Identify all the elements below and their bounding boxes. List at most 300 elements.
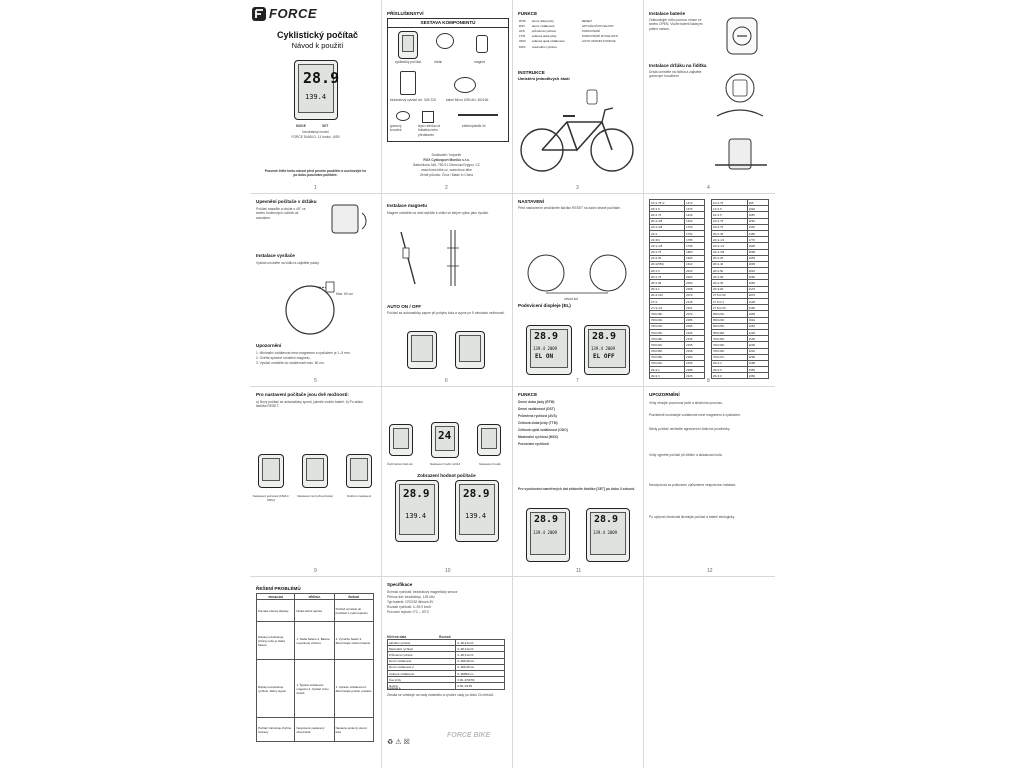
table-cell: 2005 (747, 261, 768, 267)
spec-line: Provozní teplota: 0°C – 50°C (387, 610, 430, 614)
max-distance-label: Max. 60 cm (336, 292, 354, 296)
table-cell: 14×1.5 (712, 206, 748, 212)
table-cell: 2070 (685, 311, 705, 317)
function-item: Celková doba jízdy (TTM) (518, 421, 558, 425)
lcd-backlight-off (584, 325, 630, 375)
table-cell: 2326 (685, 373, 705, 379)
table-cell: Denní vzdálenost (388, 658, 456, 664)
table-cell: 24×3/4 (650, 237, 685, 243)
table-cell: 26×1.95 (650, 280, 685, 286)
lcd-display-b (455, 480, 499, 542)
country-of-origin: Země původu: Čína / Made in China (420, 173, 473, 177)
specs-heading: Specifikace (387, 582, 413, 587)
table-cell: 1944 (747, 317, 768, 323)
component-label: magnet (474, 60, 485, 64)
table-cell: 26×1.40 (712, 261, 748, 267)
handlebar-text: Držák umístěte na řidítka a zajistěte gumovým kroužkem. (649, 70, 702, 79)
table-cell: 1795 (685, 243, 705, 249)
table-cell: 2288 (685, 367, 705, 373)
table-cell: 2350 (747, 367, 768, 373)
table-cell: 1938 (747, 311, 768, 317)
table-cell: 2010 (747, 268, 768, 274)
page-number: 2 (445, 185, 448, 191)
table-cell: 26×1.75 (650, 274, 685, 280)
auto-onoff-text: Počítač se automaticky zapne při pohybu kola a vypne po 5 minutách nečinnosti. (387, 311, 505, 315)
lcd-speed: 28.9 (463, 487, 490, 500)
auto-onoff-heading: AUTO ON / OFF (387, 304, 422, 309)
cover-title: Cyklistický počítač (276, 30, 359, 40)
backlight-heading: Podsvícení displeje (EL) (518, 303, 571, 308)
warning-paragraph: Vždy věnujte pozornost jízdě a silničnímu provozu. (649, 401, 724, 405)
time-setting-page (250, 386, 381, 576)
warning-item: 2. Ověřte správné umístění magnetu. (256, 356, 311, 360)
page-number: 12 (707, 568, 713, 574)
table-cell: 2070 (685, 292, 705, 298)
table-cell: 700×38C (650, 354, 685, 360)
table-cell: 0–99,9 km/h (456, 652, 505, 658)
transmitter-text: Vysílač umístěte na vidlici a zajistěte pásky. (256, 261, 320, 265)
handlebar-heading: Instalace držáku na řidítka (649, 63, 707, 68)
magnet-page (381, 193, 512, 386)
lcd-reset-after (586, 508, 630, 562)
table-cell: 20×1.35 (712, 230, 748, 236)
table-cell: 0–99999 km (456, 670, 505, 676)
sensor-icon (400, 71, 416, 95)
function-item: Celková ujetá vzdálenost (ODO) (518, 428, 568, 432)
component-label: lepicí stěrka na fotbalka nebo představec (418, 124, 441, 137)
table-cell: 26×1.25 (712, 255, 748, 261)
table-cell: 2096 (685, 323, 705, 329)
table-cell: 26×1.5 (650, 268, 685, 274)
table-row: MXS maximální rychlost (519, 44, 557, 49)
table-cell: 27.5×2.25 (712, 305, 748, 311)
table-cell: 2068 (747, 249, 768, 255)
table-cell: 1890 (685, 249, 705, 255)
table-cell: 1913 (685, 261, 705, 267)
transmitter-heading: Instalace vysílače (256, 253, 295, 258)
bracket-illustration (322, 201, 372, 241)
warning-paragraph: Nikdy počítač nečistěte agresivními čisticími prostředky. (649, 427, 731, 431)
table-cell: 16×1.5 (712, 212, 748, 218)
cover-page (250, 0, 381, 193)
brand-logo (252, 6, 344, 22)
table-cell: 2136 (685, 336, 705, 342)
magnet-heading: Instalace magnetu (387, 203, 428, 208)
lcd-readout: 139.4 (465, 512, 487, 520)
lcd-display-a (395, 480, 439, 542)
lcd-backlight-on (526, 325, 572, 375)
component-label: držák (434, 60, 443, 64)
lcd-readout: 139.4 2009 (591, 346, 616, 351)
table-cell: 2180 (685, 354, 705, 360)
accessories-heading: PŘÍSLUŠENSTVÍ (387, 11, 424, 16)
table-row: Displej nezobrazuje rychlost, žádný signál 1. Špatná vzdálenost magnetu 2. Vysílač mimo dosah 1. Upravte vzdálenost 2. Zkontrolujte polohu vysílače (257, 660, 374, 718)
table-cell: 650×25C (712, 323, 748, 329)
table-row: Pomalá odezva displeje Nízká okolní teplota Počítač umístěte do prostředí s vyšší teplotou. (257, 600, 374, 622)
page-number: 9 (314, 568, 317, 574)
column-header: PŘÍČINA (295, 594, 334, 600)
table-cell: 12×1.75 (712, 200, 748, 206)
manual-sheet (250, 0, 775, 768)
sensor-page (250, 193, 381, 386)
importer-company: ROX Cyklosport Moniko s.r.o. (423, 158, 470, 162)
specifications-page (381, 576, 512, 768)
spec-line: Snímač rychlosti: bezdrátový magnetický senzor (387, 590, 458, 594)
table-cell: 27.5×2.1 (712, 299, 748, 305)
table-row: RTM denní doba jízdy RESET (519, 18, 593, 23)
table-cell: 650×20C (712, 311, 748, 317)
table-cell: 2050 (747, 274, 768, 280)
set-button-label: SET (322, 124, 329, 128)
lcd-screen (530, 512, 566, 555)
function-item: Denní doba jízdy (RTM) (518, 400, 555, 404)
page-number: 4 (707, 185, 710, 191)
handlebar-mount-illustration (715, 60, 765, 130)
warning-heading: Upozornění (256, 343, 282, 348)
warning-paragraph: Neodpovídá za poškození způsobené nesprávnou instalací. (649, 483, 737, 487)
table-cell: 2268 (747, 354, 768, 360)
wheel-size-table (649, 199, 705, 379)
table-cell: 700×32C (650, 342, 685, 348)
bicycle-illustration (517, 88, 637, 183)
table-cell: 700×35C (650, 348, 685, 354)
table-cell: Celková vzdálenost (388, 670, 456, 676)
bracket-text: Počítač nasaďte a otočte o 45° ve směru hodinových ručiček až zacvakne. (256, 207, 306, 220)
table-row: ODO celková ujetá vzdálenost AUTO ON/OFF FUNKCE (519, 39, 616, 44)
lcd-screen (435, 426, 455, 451)
lcd-readout: 139.4 2009 (593, 530, 618, 535)
table-cell: 27.5×1.50 (712, 292, 748, 298)
table-cell: 2168 (685, 348, 705, 354)
lcd-step (258, 454, 284, 488)
time-setting-heading: Pro nastavení počítače jsou dvě možnosti: (256, 392, 349, 397)
table-cell: 2146 (747, 336, 768, 342)
lcd-readout: 139.4 2009 (533, 530, 558, 535)
table-cell: 2298 (747, 360, 768, 366)
functions-table (518, 18, 636, 49)
page-number: 10 (445, 568, 451, 574)
lcd-speed: 28.9 (403, 487, 430, 500)
table-row: AVS průměrná rychlost POROVNÁNÍ (519, 28, 601, 33)
lcd-speed: 28.9 (534, 514, 559, 525)
table-cell: 1700 (685, 224, 705, 230)
step-label: Nastavení kol (obvod kola) (297, 494, 333, 498)
lcd-screen (459, 484, 495, 535)
table-cell: 0:00–9:59:59 (456, 677, 505, 683)
wheel-circumference-illustration (522, 251, 632, 297)
footer-logo: FORCE BIKE (447, 732, 491, 739)
table-cell: 650×38A (712, 329, 748, 335)
table-cell: 1420 (685, 212, 705, 218)
table-cell: Maximální rychlost (388, 646, 456, 652)
lcd-clock-value: 24 (438, 429, 452, 442)
cover-notice: Pozorně čtěte tento návod před prvním použitím a uschovejte ho po dobu používání počítače. (264, 169, 367, 178)
importer-address: Bartočkova 346, 783 01 Olomouc/Grygov, CZ (413, 163, 480, 167)
table-cell: 26×2.1 (650, 286, 685, 292)
table-cell: 1185 (747, 212, 768, 218)
table-cell: 29×2.1 (650, 367, 685, 373)
table-cell: 16×1.75 (712, 218, 748, 224)
table-cell: 2105 (685, 329, 705, 335)
sticker-icon (422, 111, 434, 123)
table-cell: 2083 (747, 280, 768, 286)
table-cell: 1952 (747, 323, 768, 329)
table-cell: Průměrná rychlost (388, 652, 456, 658)
lcd-reset-before (526, 508, 570, 562)
warnings-page (643, 386, 775, 576)
table-cell: 24×1-1/8 (650, 243, 685, 249)
lcd-screen (399, 484, 435, 535)
table-cell: 2235 (685, 360, 705, 366)
table-cell: 20×1-3/8 (650, 218, 685, 224)
usb-cable-icon (454, 77, 476, 93)
table-cell: 1340 (747, 224, 768, 230)
components-box-title: SESTAVA KOMPONENTŮ (388, 19, 508, 28)
model-line-1: bezdrátový model (302, 130, 329, 134)
table-cell: 2125 (747, 329, 768, 335)
table-cell: 2155 (685, 342, 705, 348)
table-cell: 2023 (685, 274, 705, 280)
computer-on-image (455, 331, 485, 369)
table-cell: 18×1.75 (712, 224, 748, 230)
table-cell: 2200 (747, 342, 768, 348)
step-label: Nastavení jednotek (KM/H / MPH) (252, 494, 290, 502)
battery-cover-illustration (723, 14, 763, 58)
specs-table (387, 639, 505, 690)
table-cell: 22×1-3/8 (650, 224, 685, 230)
circumference-label: obvod kol (564, 297, 579, 301)
functions-detail-heading: FUNKCE (518, 392, 538, 397)
mount-icon (436, 33, 454, 49)
table-cell: 0–999,99 km (456, 664, 505, 670)
functions-detail-page (512, 386, 643, 576)
rubber-ring-icon (396, 111, 410, 121)
table-cell: Aktuální rychlost (388, 640, 456, 646)
settings-heading: NASTAVENÍ (518, 199, 544, 204)
table-cell: 29×2.2 (712, 360, 748, 366)
function-item: Porovnání rychlosti (518, 442, 549, 446)
table-cell: 1376 (685, 206, 705, 212)
warning-item: 3. Vysílač umístěte do vzdálenosti max. 60 cm. (256, 361, 325, 365)
table-cell: 700×25C (650, 329, 685, 335)
table-cell: 2161 (685, 305, 705, 311)
table-cell: 0–999,99 km (456, 658, 505, 664)
mode-button-label: MODE (296, 124, 306, 128)
page-number: 5 (314, 378, 317, 384)
warnings-heading: UPOZORNĚNÍ (649, 392, 680, 397)
table-cell: 1925 (685, 255, 705, 261)
spec-line: Přenos dat: bezdrátový, 125 kHz (387, 595, 435, 599)
table-cell: 26×3.00 (712, 286, 748, 292)
warning-paragraph: Vždy vyjměte počítač při čištění a skladování kola. (649, 453, 723, 457)
table-cell: 700×47C (712, 354, 748, 360)
wheel-size-page (643, 193, 775, 386)
table-row (650, 373, 705, 379)
table-row (712, 373, 769, 379)
troubleshooting-table (256, 593, 374, 742)
spec-line: Typ baterie: CR2032 lithiová 3V (387, 600, 434, 604)
lcd-status: EL OFF (593, 353, 615, 360)
table-cell: 1530 (685, 218, 705, 224)
lcd-speed: 28.9 (594, 514, 619, 525)
component-label: gumový kroužek (390, 124, 402, 133)
page-number: 3 (576, 185, 579, 191)
lcd-readout: 139.4 2009 (533, 346, 558, 351)
page-number: 6 (445, 378, 448, 384)
table-cell: 24×1.75 (650, 249, 685, 255)
step-label: Nastavení hodin 12/24 (429, 462, 461, 466)
table-row: TTM celková doba jízdy POROVNÁNÍ RYCHLOSTI (519, 34, 618, 39)
brand-name: FORCE (269, 6, 317, 21)
instructions-subheading: Umístění jednotlivých částí (518, 76, 570, 81)
table-cell: 0:00–23:59 (456, 683, 505, 689)
table-cell: 2068 (685, 286, 705, 292)
lcd-step (302, 454, 328, 488)
lcd-readout: 139.4 (405, 512, 427, 520)
lcd-status: EL ON (535, 353, 554, 360)
component-label: cyklistický počítač (394, 60, 422, 64)
table-cell: 22×1-1/2 (712, 237, 748, 243)
table-cell: 1953 (747, 255, 768, 261)
table-cell: 18×1.5 (650, 206, 685, 212)
importer-web: www.force-bike.cz, www.force.bike (421, 168, 472, 172)
warranty-heading: ZÁRUKA (387, 687, 401, 691)
table-cell: 700×20C (650, 317, 685, 323)
battery-text: Odšroubujte víčko pomocí mince ve směru OPEN. Vložte baterii kladným pólem nahoru. (649, 18, 703, 31)
table-cell: 2079 (747, 292, 768, 298)
step-label: Ověření nastavení (346, 494, 372, 498)
function-item: Denní vzdálenost (DST) (518, 407, 555, 411)
display-values-heading: Zobrazení hodnot počítače (417, 473, 476, 478)
specs-table-heading: Rozsah (439, 635, 451, 639)
function-item: Maximální rychlost (MXS) (518, 435, 558, 439)
functions-heading: FUNKCE (518, 11, 538, 16)
table-cell: 2170 (747, 286, 768, 292)
troubleshooting-page (250, 576, 381, 768)
table-cell: 1905 (747, 243, 768, 249)
component-label: elektroplastik 4x (462, 124, 486, 128)
table-cell: 2242 (747, 348, 768, 354)
spec-line: Rozsah rychlosti: 0–99.9 km/h (387, 605, 432, 609)
functions-intro-page (512, 0, 643, 193)
lcd-screen (459, 335, 481, 362)
lcd-screen (411, 335, 433, 362)
table-cell: 700×28C (650, 336, 685, 342)
table-cell: 26×2.35 (712, 280, 748, 286)
certification-icons: ♻ ⚠ ☒ (387, 739, 410, 746)
warning-paragraph: Pravidelně kontrolujte vzdálenost mezi magnetem a vysílačem. (649, 413, 741, 417)
lcd-speed: 28.9 (303, 69, 340, 87)
table-cell: 20×1.75 (650, 212, 685, 218)
table-cell: 700×40C (712, 342, 748, 348)
table-cell: 2145 (685, 299, 705, 305)
mounted-computer-illustration (713, 135, 769, 175)
computer-thumb (398, 31, 418, 59)
battery-page (643, 0, 775, 193)
table-cell: 2148 (747, 299, 768, 305)
table-cell: Denní vzdálenost 2 (388, 664, 456, 670)
settings-page (512, 193, 643, 386)
table-cell: 1195 (747, 218, 768, 224)
component-label: bezdrátový vysílač Art. 345 226 (390, 98, 436, 102)
table-row: Počítač zobrazuje chybné hodnoty Nesprávně nastavený obvod kola Nastavte správný obvod kola (257, 718, 374, 742)
components-box (387, 18, 509, 142)
magnet-text: Magnet umístěte na drát nejblíže k vidlici ve stejné výšce jako vysílač. (387, 211, 489, 215)
lcd-screen (530, 329, 568, 368)
table-cell: 0–99,9 km/h (456, 640, 505, 646)
table-cell: 700×23C (650, 323, 685, 329)
column-header: PROBLÉM (257, 594, 295, 600)
lcd-step (477, 424, 501, 456)
table-row: Displej nezobrazuje, přístroj nebo je slabá baterie 1. Slabá baterie 2. Baterie nesprávně vložena 1. Vyměňte baterii 2. Zkontrolujte vložení baterie (257, 622, 374, 660)
time-setting-text: a) Nový počítač se automaticky spustí, jakmile vložíte baterii. b) Po stisku tlačítka RESET. (256, 400, 364, 409)
table-cell: Hodiny (388, 683, 456, 689)
table-cell: 27×1 (650, 299, 685, 305)
table-cell: 2384 (747, 373, 768, 379)
table-cell: 24×1 (650, 230, 685, 236)
wheel-distance-illustration (270, 278, 350, 338)
magnet-icon (476, 35, 488, 53)
page-number: 1 (314, 185, 317, 191)
lcd-clock (431, 422, 459, 458)
clock-page (381, 386, 512, 576)
settings-text: Před nastavením zmáčkněte tlačítko RESET na zadní straně počítače. (518, 206, 621, 210)
lcd-step (389, 424, 413, 456)
page-number: 7 (576, 378, 579, 384)
table-cell: 2182 (747, 305, 768, 311)
table-cell: 1020 (747, 206, 768, 212)
table-cell: 27×1-1/4 (650, 305, 685, 311)
table-cell: 24×1-3/8 (712, 249, 748, 255)
warning-item: 1. Minimální vzdálenost mezi magnetem a vysílačem je 1–5 mm. (256, 351, 351, 355)
table-cell: 29×2.6 (712, 367, 748, 373)
fork-magnet-illustration (391, 228, 501, 288)
lcd-screen (588, 329, 626, 368)
table-cell: Čas jízdy (388, 677, 456, 683)
lcd-step (346, 454, 372, 488)
table-cell: 700×44C (650, 360, 685, 366)
table-cell: 1450 (747, 230, 768, 236)
table-cell: 700×30C (712, 336, 748, 342)
table-cell: 1753 (685, 230, 705, 236)
function-item: Průměrná rychlost (AVS) (518, 414, 557, 418)
computer-off-image (407, 331, 437, 369)
table-cell: 26×1.50 (712, 268, 748, 274)
table-cell: 24×1-1/4 (712, 243, 748, 249)
table-row: DST denní vzdálenost AKTUÁLNÍ RYCHLOST (519, 23, 614, 28)
battery-heading: Instalace baterie (649, 11, 686, 16)
step-label: Nastavení hodin (479, 462, 501, 466)
wheel-size-table (711, 199, 769, 379)
zip-ties-icon (458, 114, 498, 116)
column-header: ŘEŠENÍ (334, 594, 373, 600)
table-cell: 26×1(559) (650, 261, 685, 267)
table-cell: 26×2.125 (650, 292, 685, 298)
table-cell: 16×1.75×2 (650, 200, 685, 206)
table-cell: 2050 (685, 280, 705, 286)
lcd-speed: 28.9 (592, 331, 617, 342)
specs-table-heading: Měřená data (387, 635, 407, 639)
importer-label: Dodavatel / Importér (431, 153, 462, 157)
bracket-heading: Upevnění počítače v držáku (256, 199, 317, 204)
warranty-text: Záruka se vztahuje na vady materiálu a výrobní vady po dobu 24 měsíců. (387, 693, 495, 697)
accessories-page (381, 0, 512, 193)
table-cell: 2086 (685, 317, 705, 323)
model-line-2: FORCE DIABLO, 11 funkcí, USB (291, 135, 340, 139)
table-cell: 2010 (685, 268, 705, 274)
table-cell: 24×2.00 (650, 255, 685, 261)
table-cell: 1272 (685, 200, 705, 206)
